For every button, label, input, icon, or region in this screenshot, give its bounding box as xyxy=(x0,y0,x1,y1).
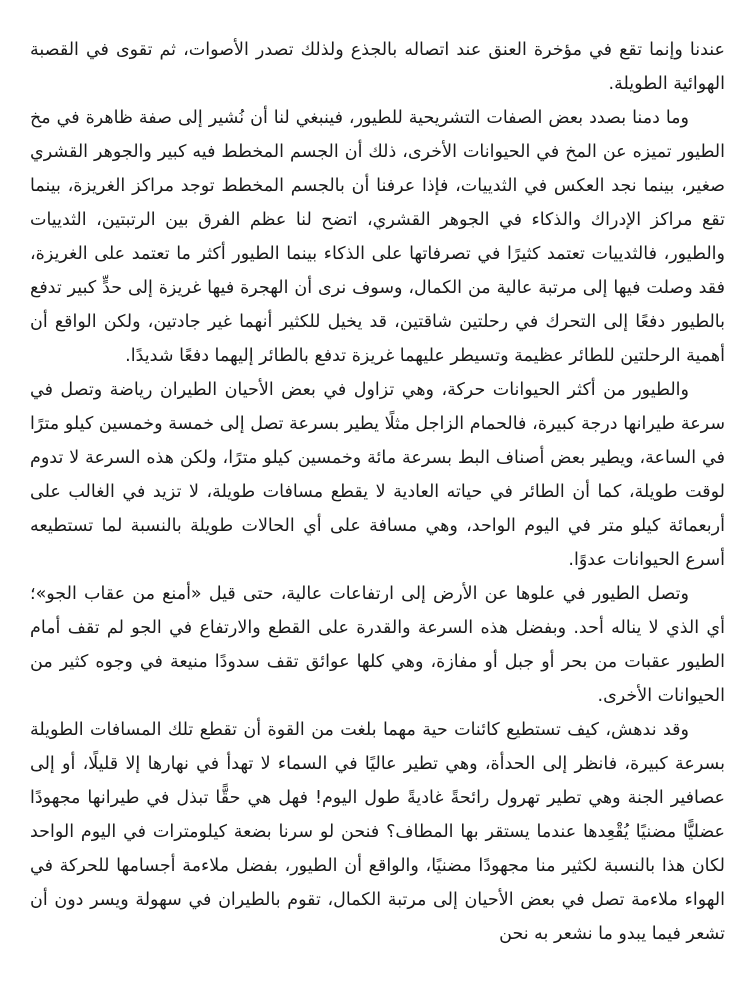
text-body xyxy=(30,33,725,951)
paragraph-1: عندنا وإنما تقع في مؤخرة العنق عند اتصاله بالجذع ولذلك تصدر الأصوات، ثم تقوى في القصبة الهوائية الطويلة. xyxy=(30,40,725,94)
paragraph-4: وتصل الطيور في علوها عن الأرض إلى ارتفاعات عالية، حتى قيل «أمنع من عقاب الجو»؛ أي الذي لا يناله أحد. وبفضل هذه السرعة والقدرة على القطع والارتفاع في الجو لم تقف أمام الطيور عقبات من بحر أو جبل أو مفازة، وهي كلها عوائق تقف سدودًا منيعة في وجوه كثير من الحيوانات الأخرى. xyxy=(30,584,725,706)
paragraph-2: وما دمنا بصدد بعض الصفات التشريحية للطيور، فينبغي لنا أن نُشير إلى صفة ظاهرة في مخ الطيور تميزه عن المخ في الحيوانات الأخرى، ذلك أن الجسم المخطط فيه كبير والجوهر القشري صغير، بينما نجد العكس في الثدييات، فإذا عرفنا أن بالجسم المخطط توجد مراكز الغريزة، بينما تقع مراكز الإدراك والذكاء في الجوهر القشري، اتضح لنا عظم الفرق بين الرتبتين، الثدييات والطيور، فالثدييات تعتمد كثيرًا في تصرفاتها على الذكاء بينما الطيور أكثر ما تعتمد على الغريزة، فقد وصلت فيها إلى مرتبة عالية من الكمال، وسوف نرى أن الهجرة فيها غريزة إلى حدٍّ كبير تدفع بالطيور دفعًا إلى التحرك في رحلتين شاقتين، قد يخيل للكثير أنهما غير جادتين، ولكن الواقع أن أهمية الرحلتين للطائر عظيمة وتسيطر عليهما غريزة تدفع بالطائر إليهما دفعًا شديدًا. xyxy=(30,108,725,366)
paragraph-3: والطيور من أكثر الحيوانات حركة، وهي تزاول في بعض الأحيان الطيران رياضة وتصل في سرعة طيرانها درجة كبيرة، فالحمام الزاجل مثلًا يطير بسرعة تصل إلى خمسة وخمسين كيلو مترًا في الساعة، ويطير بعض أصناف البط بسرعة مائة وخمسين كيلو مترًا، ولكن هذه السرعة لا تدوم لوقت طويلة، كما أن الطائر في حياته العادية لا يقطع مسافات طويلة، لا تزيد في الغالب على أربعمائة كيلو متر في اليوم الواحد، وهي مسافة على أي الحالات طويلة بالنسبة لما تستطيعه أسرع الحيوانات عدوًا. xyxy=(30,380,725,570)
paragraph-5: وقد ندهش، كيف تستطيع كائنات حية مهما بلغت من القوة أن تقطع تلك المسافات الطويلة بسرعة كبيرة، فانظر إلى الحدأة، وهي تطير عاليًا في السماء لا تهدأ في نهارها إلا قليلًا، أو إلى عصافير الجنة وهي تطير تهرول رائحةً غاديةً طول اليوم! فهل هي حقًّا تبذل في طيرانها مجهودًا عضليًّا مضنيًا يُقْعِدها عندما يستقر بها المطاف؟ فنحن لو سرنا بضعة كيلومترات في اليوم الواحد لكان هذا بالنسبة لكثير منا مجهودًا مضنيًا، والواقع أن الطيور، بفضل ملاءمة أجسامها للحركة في الهواء ملاءمة تصل في بعض الأحيان إلى مرتبة الكمال، تقوم بالطيران في سهولة ويسر دون أن تشعر فيما يبدو ما نشعر به نحن xyxy=(30,720,725,944)
